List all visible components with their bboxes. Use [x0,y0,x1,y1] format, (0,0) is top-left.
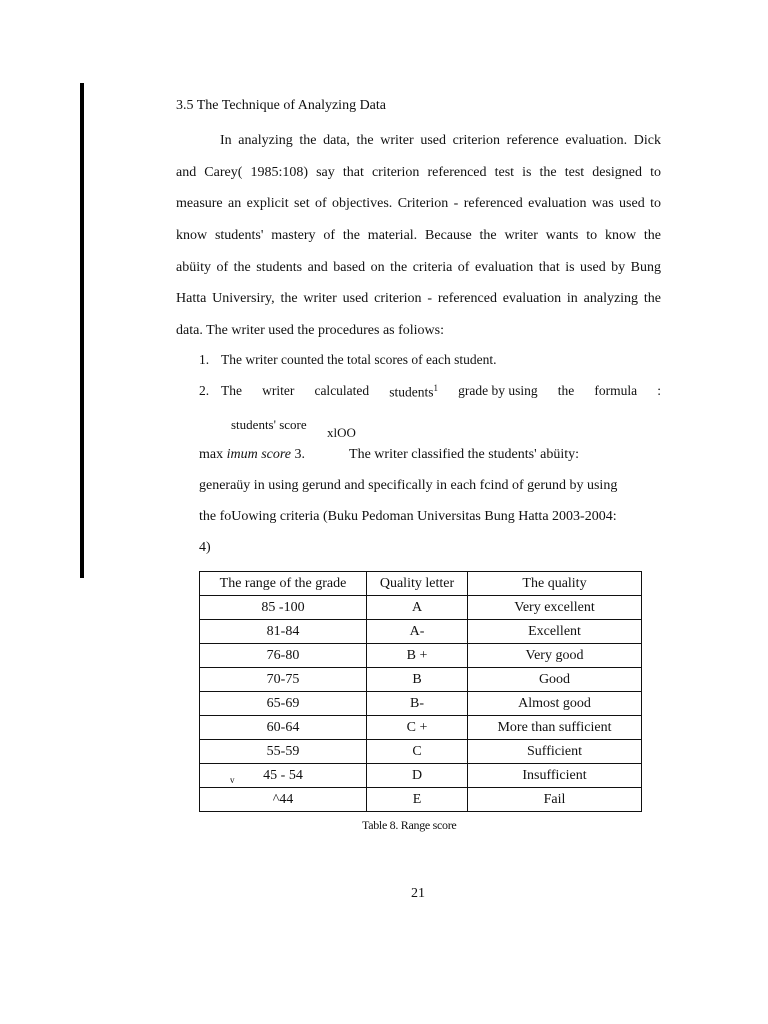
continuation-line-1 [199,447,661,463]
paragraph-line: Hatta Universiry, the writer used criterion - referenced evaluation in analyzing the [176,291,661,307]
cell-quality: Sufficient [468,740,642,764]
word: writer [262,383,295,398]
header-range: The range of the grade [200,572,367,596]
cell-quality: Insufficient [468,764,642,788]
cell-quality: Excellent [468,620,642,644]
paragraph-line: In analyzing the data, the writer used criterion reference evaluation. Dick [220,133,661,148]
cell-range: 55-59 [200,740,367,764]
header-quality: The quality [468,572,642,596]
header-letter: Quality letter [367,572,468,596]
cell-range: 65-69 [200,692,367,716]
cell-letter: B- [367,692,468,716]
table-row [200,764,642,788]
continuation-line-3: the foUowing criteria (Buku Pedoman Universitas Bung Hatta 2003-2004: [199,509,617,524]
section-heading: 3.5 The Technique of Analyzing Data [176,98,386,113]
cell-quality: Very good [468,644,642,668]
cell-range [200,764,367,788]
word: : [657,383,661,398]
table-row [200,716,642,740]
cell-range: 76-80 [200,644,367,668]
paragraph-line: measure an explicit set of objectives. Criterion - referenced evaluation was used to [176,196,661,212]
word-base: students [389,384,434,400]
body-paragraph [176,125,661,347]
table-row [200,692,642,716]
margin-bar [80,83,84,578]
cell-quality: Good [468,668,642,692]
word [389,383,438,401]
cell-letter: E [367,788,468,812]
cell-quality: More than sufficient [468,716,642,740]
formula-numerator: students' score [231,417,307,432]
cell-quality: Very excellent [468,596,642,620]
cell-letter: B [367,668,468,692]
word: calculated [314,383,370,398]
list-text [221,383,661,401]
item-3-text: The writer classified the students' abüity: [349,447,579,462]
max-prefix: max [199,447,227,462]
cell-letter: B + [367,644,468,668]
list-item-2 [199,383,661,401]
table-row [200,620,642,644]
paragraph-line: know students' mastery of the material. Because the writer wants to know the [176,228,661,244]
word: formula [594,383,638,398]
continuation-line-4: 4) [199,540,211,555]
cell-letter: D [367,764,468,788]
cell-range: 81-84 [200,620,367,644]
cell-quality: Fail [468,788,642,812]
cell-letter: A- [367,620,468,644]
paragraph-line: abüity of the students and based on the criteria of evaluation that is used by Bung [176,259,661,275]
superscript: 1 [433,383,439,393]
list-number: 2. [199,383,210,398]
list-text: The writer counted the total scores of each student. [221,352,497,367]
word: grade by using [458,383,538,398]
cell-letter: A [367,596,468,620]
cell-quality: Almost good [468,692,642,716]
stray-mark: v [230,775,235,785]
formula-multiplier: xlOO [327,425,356,440]
paragraph-line: and Carey( 1985:108) say that criterion referenced test is the test designed to [176,164,661,180]
table-row [200,668,642,692]
cell-range: ^44 [200,788,367,812]
cell-range-text: 45 - 54 [263,767,303,783]
table-row [200,596,642,620]
table-header-row [200,572,642,596]
table-caption: Table 8. Range score [362,818,457,832]
max-italic: imum score [226,447,292,462]
continuation-line-2: generaüy in using gerund and specifically in each fcind of gerund by using [199,478,618,493]
cell-letter: C [367,740,468,764]
table-row [200,644,642,668]
grade-range-table [199,571,642,812]
list-number: 1. [199,352,210,367]
page-number: 21 [411,886,425,901]
table-row [200,788,642,812]
cell-range: 70-75 [200,668,367,692]
cell-range: 85 -100 [200,596,367,620]
list-item-1 [199,352,497,368]
word: the [557,383,575,398]
cell-letter: C + [367,716,468,740]
table-row [200,740,642,764]
paragraph-line: data. The writer used the procedures as foliows: [176,323,444,339]
cell-range: 60-64 [200,716,367,740]
item-number-3: 3. [291,447,306,462]
word: The [221,383,242,398]
